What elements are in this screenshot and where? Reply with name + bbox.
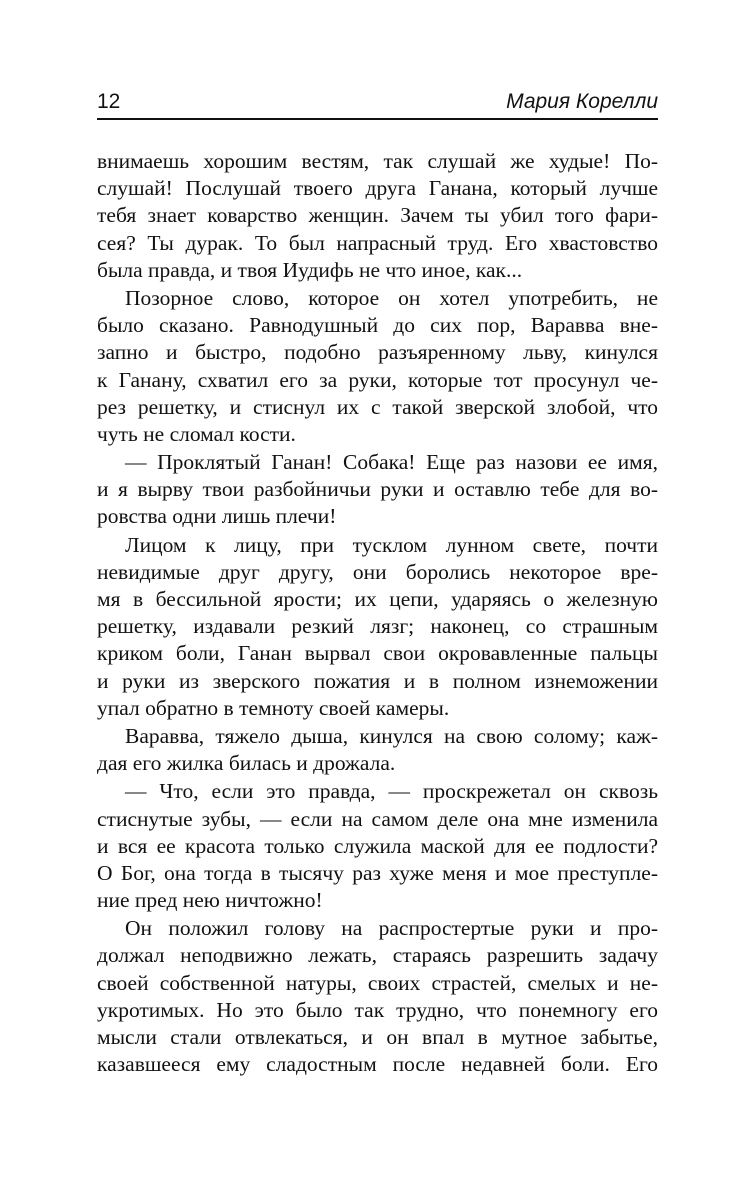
paragraph: [97, 148, 658, 284]
text-line: мя в бессильной ярости; их цепи, ударяясь о железную: [97, 587, 658, 611]
text-line: упал обратно в темноту своей камеры.: [97, 695, 450, 720]
text-line: криком боли, Ганан вырвал свои окровавленные пальцы: [97, 641, 658, 666]
text-line: тебя знает коварство женщин. Зачем ты убил того фари-: [97, 203, 658, 228]
text-line: Позорное слово, которое он хотел употребить, не: [125, 285, 658, 310]
text-line: внимаешь хорошим вестям, так слушай же худые! По-: [97, 149, 658, 173]
text-line: сея? Ты дурак. То был напрасный труд. Его хвастовство: [97, 230, 658, 255]
text-line: и вся ее красота только служила маской для ее подлости?: [97, 833, 658, 858]
text-line: стиснутые зубы, — если на самом деле она мне изменила: [97, 806, 658, 831]
text-line: решетку, издавали резкий лязг; наконец, со страшным: [97, 614, 658, 639]
paragraph: [97, 532, 658, 722]
paragraph: [97, 449, 658, 531]
body-text: [97, 148, 658, 1079]
text-line: слушай! Послушай твоего друга Ганана, который лучше: [97, 176, 658, 201]
text-line: — Что, если это правда, — проскрежетал он сквозь: [125, 779, 658, 804]
page-header: [97, 88, 658, 120]
text-line: мысли стали отвлекаться, и он впал в мутное забытье,: [97, 1025, 658, 1049]
text-line: и руки из зверского пожатия и в полном изнеможении: [97, 668, 658, 693]
text-line: было сказано. Равнодушный до сих пор, Варавва вне-: [97, 313, 658, 338]
text-line: О Бог, она тогда в тысячу раз хуже меня и мое преступле-: [97, 860, 658, 885]
text-line: ние пред нею ничтожно!: [97, 888, 323, 913]
text-line: к Ганану, схватил его за руки, которые тот просунул че-: [97, 367, 658, 392]
text-line: своей собственной натуры, своих страстей, смелых и не-: [97, 970, 658, 995]
text-line: запно и быстро, подобно разъяренному льву, кинулся: [97, 340, 658, 365]
paragraph: [97, 285, 658, 448]
text-line: была правда, и твоя Иудифь не что иное, как...: [97, 257, 523, 282]
text-line: и я вырву твои разбойничьи руки и оставлю тебе для во-: [97, 477, 658, 502]
page-number: 12: [97, 90, 121, 113]
text-line: казавшееся ему сладостным после недавней боли. Его: [97, 1052, 658, 1077]
text-line: Варавва, тяжело дыша, кинулся на свою солому; каж-: [125, 723, 658, 748]
text-line: — Проклятый Ганан! Собака! Еще раз назови ее имя,: [125, 450, 658, 475]
text-line: Лицом к лицу, при тусклом лунном свете, почти: [125, 532, 658, 557]
paragraph: [97, 778, 658, 914]
text-line: невидимые друг другу, они боролись некоторое вре-: [97, 559, 658, 584]
text-line: должал неподвижно лежать, стараясь разрешить задачу: [97, 943, 658, 968]
text-line: Он положил голову на распростертые руки и про-: [125, 916, 658, 941]
paragraph: [97, 915, 658, 1078]
text-line: ровства одни лишь плечи!: [97, 504, 337, 529]
text-line: дая его жилка билась и дрожала.: [97, 751, 396, 776]
paragraph: [97, 723, 658, 777]
text-line: рез решетку, и стиснул их с такой зверской злобой, что: [97, 394, 658, 419]
text-line: чуть не сломал кости.: [97, 421, 296, 446]
text-line: укротимых. Но это было так трудно, что понемногу его: [97, 997, 658, 1022]
running-title: Мария Корелли: [506, 90, 658, 113]
